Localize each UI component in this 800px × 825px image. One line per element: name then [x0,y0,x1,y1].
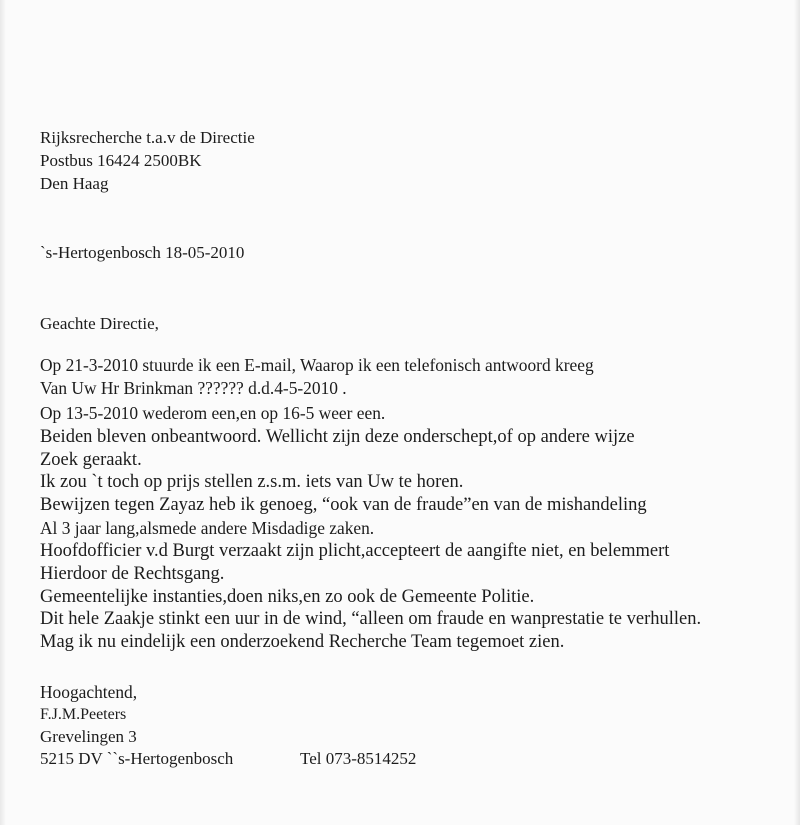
body-line: Beiden bleven onbeantwoord. Wellicht zijn deze onderschept,of op andere wijze [40,427,635,447]
body-line: Gemeentelijke instanties,doen niks,en zo ook de Gemeente Politie. [40,587,535,607]
closing: Hoogachtend, [40,682,138,702]
sender-street: Grevelingen 3 [40,727,137,746]
body-line: Mag ik nu eindelijk een onderzoekend Recherche Team tegemoet zien. [40,632,565,652]
sender-address-line [40,749,760,769]
sender-telephone: Tel 073-8514252 [300,749,417,768]
recipient-line-2: Postbus 16424 2500BK [40,151,202,170]
body-line: Op 21-3-2010 stuurde ik een E-mail, Waarop ik een telefonisch antwoord kreeg [40,355,594,375]
scan-edge-right [794,0,800,825]
scan-edge-left [0,0,6,825]
body-line: Dit hele Zaakje stinkt een uur in de wind, “alleen om fraude en wanprestatie te verhullen. [40,609,702,629]
sender-name: F.J.M.Peeters [40,706,127,723]
body-line: Ik zou `t toch op prijs stellen z.s.m. iets van Uw te horen. [40,472,464,492]
place-date: `s-Hertogenbosch 18-05-2010 [40,243,245,262]
sender-postcode-city: 5215 DV ``s-Hertogenbosch [40,749,234,768]
body-line: Zoek geraakt. [40,450,142,470]
body-line: Hoofdofficier v.d Burgt verzaakt zijn plicht,accepteert de aangifte niet, en belemmert [40,541,670,561]
recipient-line-1: Rijksrecherche t.a.v de Directie [40,128,255,147]
body-line: Bewijzen tegen Zayaz heb ik genoeg, “ook van de fraude”en van de mishandeling [40,495,647,515]
body-line: Op 13-5-2010 wederom een,en op 16-5 weer een. [40,403,386,423]
body-line: Van Uw Hr Brinkman ?????? d.d.4-5-2010 . [40,378,347,398]
body-line: Hierdoor de Rechtsgang. [40,564,225,584]
recipient-line-3: Den Haag [40,174,109,193]
body-line: Al 3 jaar lang,alsmede andere Misdadige zaken. [40,518,375,538]
salutation: Geachte Directie, [40,314,159,333]
